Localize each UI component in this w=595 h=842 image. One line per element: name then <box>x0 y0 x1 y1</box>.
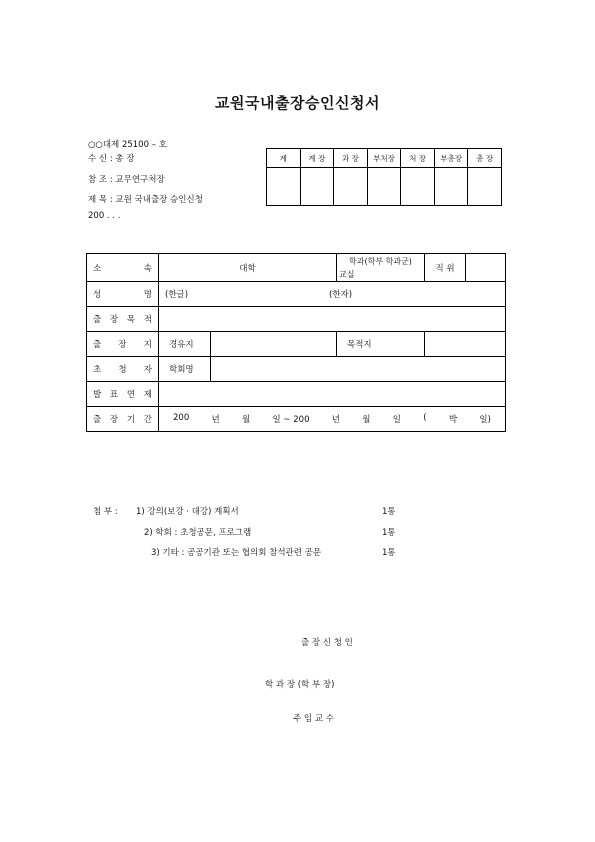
approval-header-cell: 과 장 <box>334 149 368 168</box>
approval-sign-box[interactable] <box>434 168 468 206</box>
approval-header-cell: 총 장 <box>468 149 502 168</box>
trip-form-table <box>86 253 506 432</box>
document-title: 교원국내출장승인신청서 <box>215 94 380 112</box>
attachment-item: 3) 기타 : 공공기관 또는 협의회 참석관련 공문 <box>151 548 322 558</box>
approval-table <box>266 148 502 206</box>
purpose-field[interactable] <box>159 307 506 332</box>
position-label: 직 위 <box>425 254 466 282</box>
supervisor-signature-line: 주 임 교 수 <box>293 714 334 724</box>
presentation-label: 발 표 연 제 <box>87 382 159 407</box>
reference: 참 조 : 교무연구처장 <box>88 175 165 185</box>
approval-sign-box[interactable] <box>401 168 435 206</box>
meeting-label: 학회명 <box>159 357 211 382</box>
approval-header-cell: 부처장 <box>367 149 401 168</box>
affiliation-college[interactable]: 대학 <box>159 254 337 282</box>
attachments-label: 첨 부 : <box>93 507 118 517</box>
target-field[interactable] <box>425 332 506 357</box>
approval-header-cell: 계 장 <box>300 149 334 168</box>
period-label: 출 장 기 간 <box>87 407 159 432</box>
doc-number: ○○대제 25100 – 호 <box>88 140 167 150</box>
target-label: 목적지 <box>337 332 425 357</box>
recipient: 수 신 : 총 장 <box>88 154 135 164</box>
approval-sign-box[interactable] <box>367 168 401 206</box>
attachment-item: 1) 강의(보강 · 대강) 계획서 <box>136 507 239 517</box>
name-korean-hint: (한글) <box>165 290 189 300</box>
name-field[interactable] <box>159 282 506 307</box>
attachment-count: 1통 <box>382 548 396 558</box>
meeting-field[interactable] <box>211 357 506 382</box>
approval-header-cell: 계 <box>267 149 301 168</box>
position-field[interactable] <box>466 254 506 282</box>
approval-sign-box[interactable] <box>300 168 334 206</box>
date: 200 . . . <box>88 211 121 221</box>
presentation-field[interactable] <box>159 382 506 407</box>
via-field[interactable] <box>211 332 337 357</box>
approval-sign-box[interactable] <box>334 168 368 206</box>
attachment-count: 1통 <box>382 507 396 517</box>
period-field[interactable]: 200 년 월 일 ~ 200 년 월 일 ( 박 일) <box>159 407 506 432</box>
name-label: 성 명 <box>87 282 159 307</box>
approval-header-cell: 부총장 <box>434 149 468 168</box>
affiliation-label: 소 속 <box>87 254 159 282</box>
attachment-count: 1통 <box>382 528 396 538</box>
approval-sign-box[interactable] <box>267 168 301 206</box>
approval-header-cell: 처 장 <box>401 149 435 168</box>
destination-label: 출 장 지 <box>87 332 159 357</box>
affiliation-department[interactable]: 학과(학부 학과군) 교실 <box>337 254 425 282</box>
applicant-signature-line: 출 장 신 청 인 <box>301 638 353 648</box>
inviter-label: 초 청 자 <box>87 357 159 382</box>
name-hanja-hint: (한자) <box>329 290 353 300</box>
subject: 제 목 : 교원 국내출장 승인신청 <box>88 195 203 205</box>
dept-head-signature-line: 학 과 장 (학 부 장) <box>265 680 335 690</box>
purpose-label: 출 장 목 적 <box>87 307 159 332</box>
approval-sign-box[interactable] <box>468 168 502 206</box>
attachment-item: 2) 학회 : 초청공문, 프로그램 <box>144 528 252 538</box>
via-label: 경유지 <box>159 332 211 357</box>
